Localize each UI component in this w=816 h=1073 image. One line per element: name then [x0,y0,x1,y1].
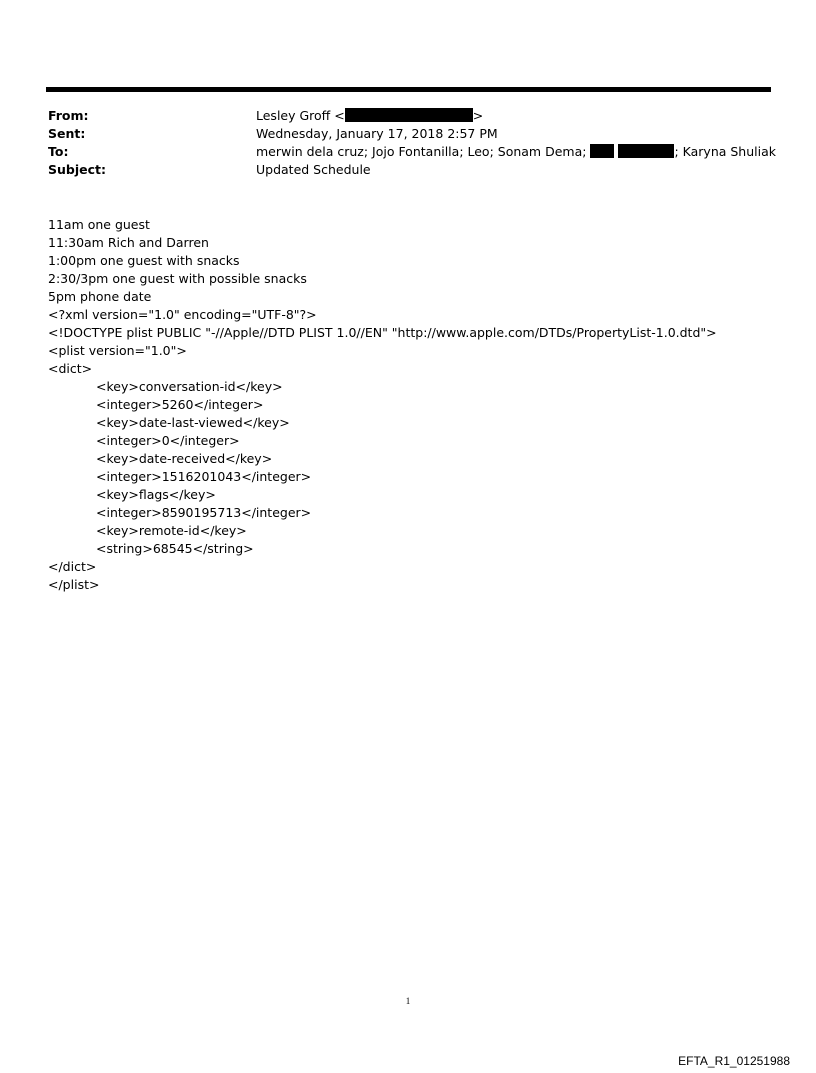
subject-value: Updated Schedule [256,162,371,177]
dict-entry: <key>remote-id</key> [96,523,247,538]
from-close: > [472,108,484,123]
dict-entry: <key>date-last-viewed</key> [96,415,290,430]
schedule-line: 11am one guest [48,217,150,232]
to-recipients: merwin dela cruz; Jojo Fontanilla; Leo; Sonam Dema; [256,144,587,159]
subject-label: Subject: [48,162,106,177]
email-header [48,107,778,179]
dict-close-line: </dict> [48,559,97,574]
dict-open-line: <dict> [48,361,93,376]
sent-value: Wednesday, January 17, 2018 2:57 PM [256,126,498,141]
schedule-line: 5pm phone date [48,289,152,304]
dict-entry: <integer>8590195713</integer> [96,505,312,520]
from-row [48,107,778,125]
to-value [256,143,778,161]
redaction-box [345,108,473,122]
header-rule [46,87,771,92]
dict-entry: <key>flags</key> [96,487,216,502]
from-label: From: [48,108,89,123]
schedule-line: 1:00pm one guest with snacks [48,253,240,268]
document-id: EFTA_R1_01251988 [678,1054,790,1068]
to-row [48,143,778,161]
dict-entry: <key>date-received</key> [96,451,273,466]
dict-entry: <string>68545</string> [96,541,254,556]
subject-row [48,161,778,179]
plist-open-line: <plist version="1.0"> [48,343,187,358]
page-number: 1 [405,996,411,1006]
to-separator: ; [674,144,679,159]
dict-entry: <key>conversation-id</key> [96,379,283,394]
dict-entry: <integer>0</integer> [96,433,240,448]
redaction-box [618,144,674,158]
xml-declaration: <?xml version="1.0" encoding="UTF-8"?> [48,307,317,322]
sent-row [48,125,778,143]
dict-entry: <integer>1516201043</integer> [96,469,312,484]
from-name: Lesley Groff < [256,108,345,123]
doctype-line: <!DOCTYPE plist PUBLIC "-//Apple//DTD PLIST 1.0//EN" "http://www.apple.com/DTDs/PropertyList-1.0.dtd"> [48,325,717,340]
plist-close-line: </plist> [48,577,100,592]
email-body [48,216,788,594]
to-tail: Karyna Shuliak [678,144,776,159]
schedule-line: 2:30/3pm one guest with possible snacks [48,271,307,286]
from-value [256,107,778,125]
dict-entry: <integer>5260</integer> [96,397,264,412]
schedule-line: 11:30am Rich and Darren [48,235,209,250]
redaction-box [590,144,614,158]
to-label: To: [48,144,69,159]
sent-label: Sent: [48,126,86,141]
